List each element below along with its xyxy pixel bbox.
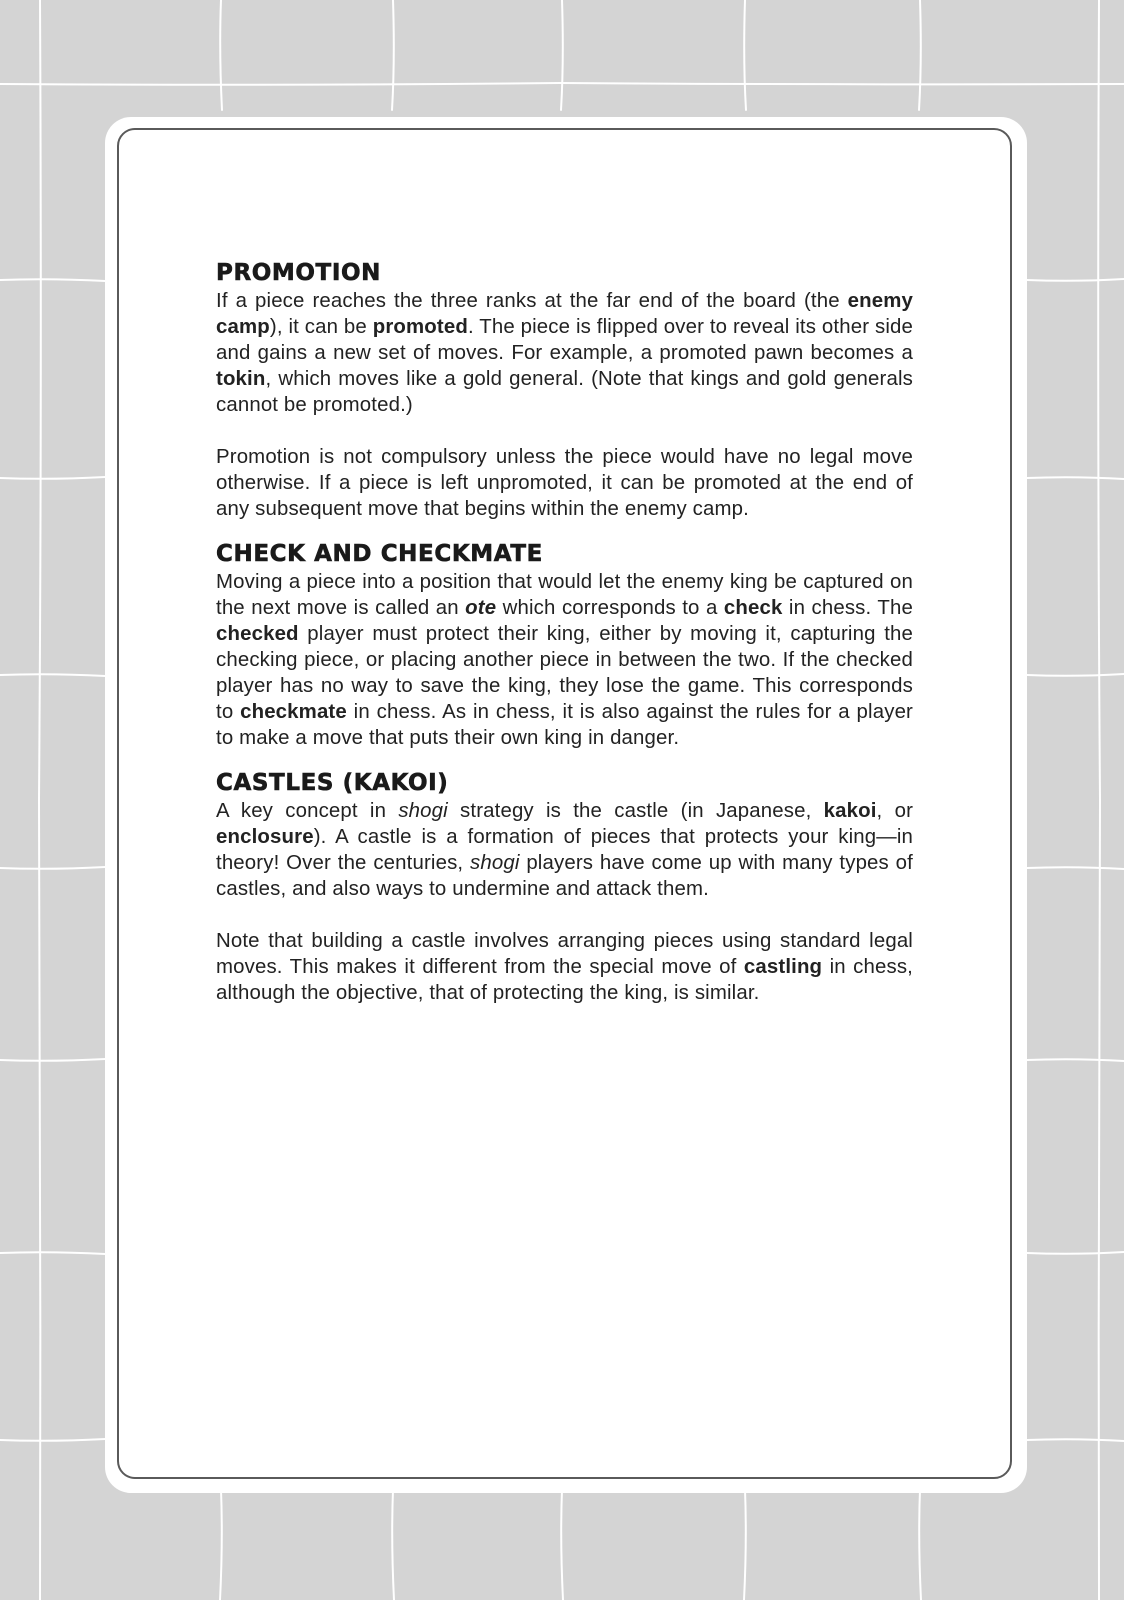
paragraph-castles-1: A key concept in shogi strategy is the castle (in Japanese, kakoi, or enclosure). A castle is a formation of pieces that protects your king—in theory! Over the centuries, shogi players have come up with many types of castles, and also ways to undermine and attack them.: [216, 800, 914, 900]
heading-castles: CASTLES (KAKOI): [216, 770, 449, 796]
term-shogi: shogi: [398, 800, 448, 822]
term-checked: checked: [216, 623, 299, 645]
term-tokin: tokin: [216, 368, 266, 390]
heading-check-and-checkmate: CHECK AND CHECKMATE: [216, 541, 543, 567]
heading-promotion: PROMOTION: [216, 260, 382, 286]
term-enclosure: enclosure: [216, 826, 314, 848]
document-body: [216, 258, 913, 1006]
paragraph-promotion-2: Promotion is not compulsory unless the piece would have no legal move otherwise. If a piece is left unpromoted, it can be promoted at the end of any subsequent move that begins within the enemy camp.: [216, 446, 913, 520]
term-kakoi: kakoi: [823, 800, 877, 822]
term-castling: castling: [743, 956, 823, 978]
term-enemy-camp: enemy camp: [216, 290, 913, 338]
term-checkmate: checkmate: [240, 701, 347, 723]
term-shogi: shogi: [470, 852, 520, 874]
term-check: check: [723, 597, 783, 619]
paragraph-check-1: Moving a piece into a position that would let the enemy king be captured on the next move is called an ote which corresponds to a check in chess. The checked player must protect their king, either by moving it, capturing the checking piece, or placing another piece in between the two. If the checked player has no way to save the king, they lose the game. This corresponds to checkmate in chess. As in chess, it is also against the rules for a player to make a move that puts their own king in danger.: [216, 571, 913, 749]
term-promoted: promoted: [372, 316, 468, 338]
paragraph-castles-2: Note that building a castle involves arranging pieces using standard legal moves. This makes it different from the special move of castling in chess, although the objective, that of protecting the king, is similar.: [216, 930, 913, 1004]
paragraph-promotion-1: If a piece reaches the three ranks at the far end of the board (the enemy camp), it can be promoted. The piece is flipped over to reveal its other side and gains a new set of moves. For example, a promoted pawn becomes a tokin, which moves like a gold general. (Note that kings and gold generals cannot be promoted.): [216, 290, 913, 416]
term-ote: ote: [465, 597, 497, 619]
